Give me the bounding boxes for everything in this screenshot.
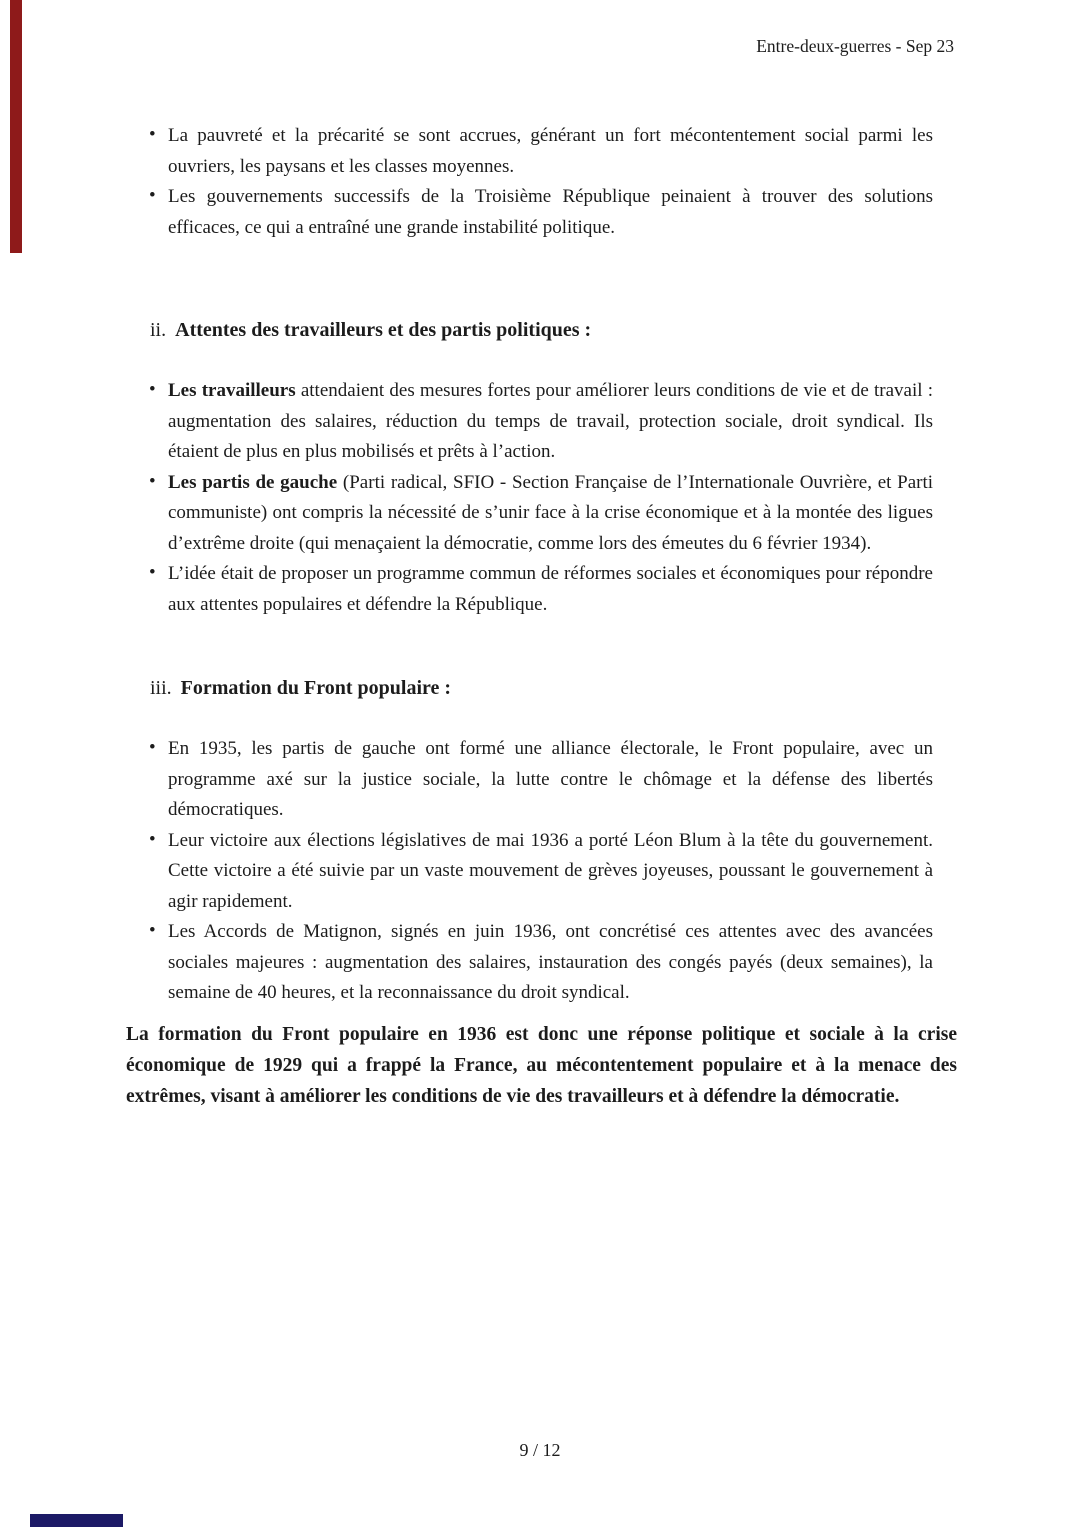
section-heading-iii — [126, 673, 957, 703]
intro-bullet-list — [126, 121, 957, 243]
bullet-text: attendaient des mesures fortes pour améliorer leurs conditions de vie et de travail : augmentation des salaires, réduction du temps de travail, protection sociale, droit syndical. Ils étaient de plus en plus mobilisés et prêts à l’action. — [168, 380, 933, 462]
bullet-icon: • — [149, 470, 156, 492]
conclusion-paragraph: La formation du Front populaire en 1936 est donc une réponse politique et sociale à la crise économique de 1929 qui a frappé la France, au mécontentement populaire et à la menace des extrêmes, visant à améliorer les conditions de vie des travailleurs et à défendre la démocratie. — [126, 1023, 957, 1107]
list-item — [149, 826, 933, 918]
bullet-text: La pauvreté et la précarité se sont accrues, générant un fort mécontentement social parmi les ouvriers, les paysans et les classes moyennes. — [168, 125, 933, 177]
bullet-text: Les gouvernements successifs de la Troisième République peinaient à trouver des solutions efficaces, ce qui a entraîné une grande instabilité politique. — [168, 186, 933, 238]
page-number: 9 / 12 — [519, 1440, 561, 1460]
list-item — [149, 917, 933, 1009]
section-ii-bullet-list — [126, 376, 957, 620]
list-item — [149, 734, 933, 826]
bullet-icon: • — [149, 828, 156, 850]
section-number: ii. — [150, 319, 167, 341]
bullet-icon: • — [149, 124, 156, 145]
red-ribbon-bar — [10, 0, 22, 253]
bullet-icon: • — [149, 379, 156, 400]
page-header: Entre-deux-guerres - Sep 23 — [756, 36, 954, 56]
list-item — [149, 376, 933, 468]
list-item — [149, 559, 933, 620]
bullet-icon: • — [149, 737, 156, 758]
bullet-icon: • — [149, 562, 156, 583]
bullet-lead-bold: Les partis de gauche — [168, 471, 338, 493]
list-item — [149, 468, 934, 560]
section-heading-text: Formation du Front populaire : — [180, 677, 452, 699]
bullet-text: (Parti radical, SFIO - Section Française de l’Internationale Ouvrière, et Parti communiste) ont compris la nécessité de s’unir face à la crise économique et à la montée des ligues d’extrême droite (qui menaçaient la démocratie, comme lors des émeutes du 6 février 1934). — [168, 471, 934, 554]
navy-footer-bar — [30, 1514, 123, 1527]
bullet-icon: • — [149, 185, 156, 206]
bullet-text: En 1935, les partis de gauche ont formé une alliance électorale, le Front populaire, avec un programme axé sur la justice sociale, la lutte contre le chômage et la défense des libertés démocratiques. — [168, 738, 933, 820]
section-number: iii. — [150, 677, 172, 699]
bullet-lead-bold: Les travailleurs — [168, 380, 296, 401]
bullet-text: Leur victoire aux élections législatives de mai 1936 a porté Léon Blum à la tête du gouvernement. Cette victoire a été suivie par un vaste mouvement de grèves joyeuses, poussant le gouvernement à agir rapidement. — [168, 829, 933, 912]
section-heading-ii — [126, 315, 957, 345]
bullet-text: L’idée était de proposer un programme commun de réformes sociales et économiques pour répondre aux attentes populaires et défendre la République. — [168, 563, 933, 615]
bullet-icon: • — [149, 920, 156, 941]
list-item — [149, 182, 933, 243]
section-heading-text: Attentes des travailleurs et des partis politiques : — [175, 319, 592, 341]
list-item — [149, 121, 933, 182]
page-content — [126, 58, 957, 1112]
bullet-text: Les Accords de Matignon, signés en juin 1936, ont concrétisé ces attentes avec des avancées sociales majeures : augmentation des salaires, instauration des congés payés (deux semaines), la semaine de 40 heures, et la reconnaissance du droit syndical. — [168, 921, 933, 1003]
section-iii-bullet-list — [126, 734, 957, 1009]
